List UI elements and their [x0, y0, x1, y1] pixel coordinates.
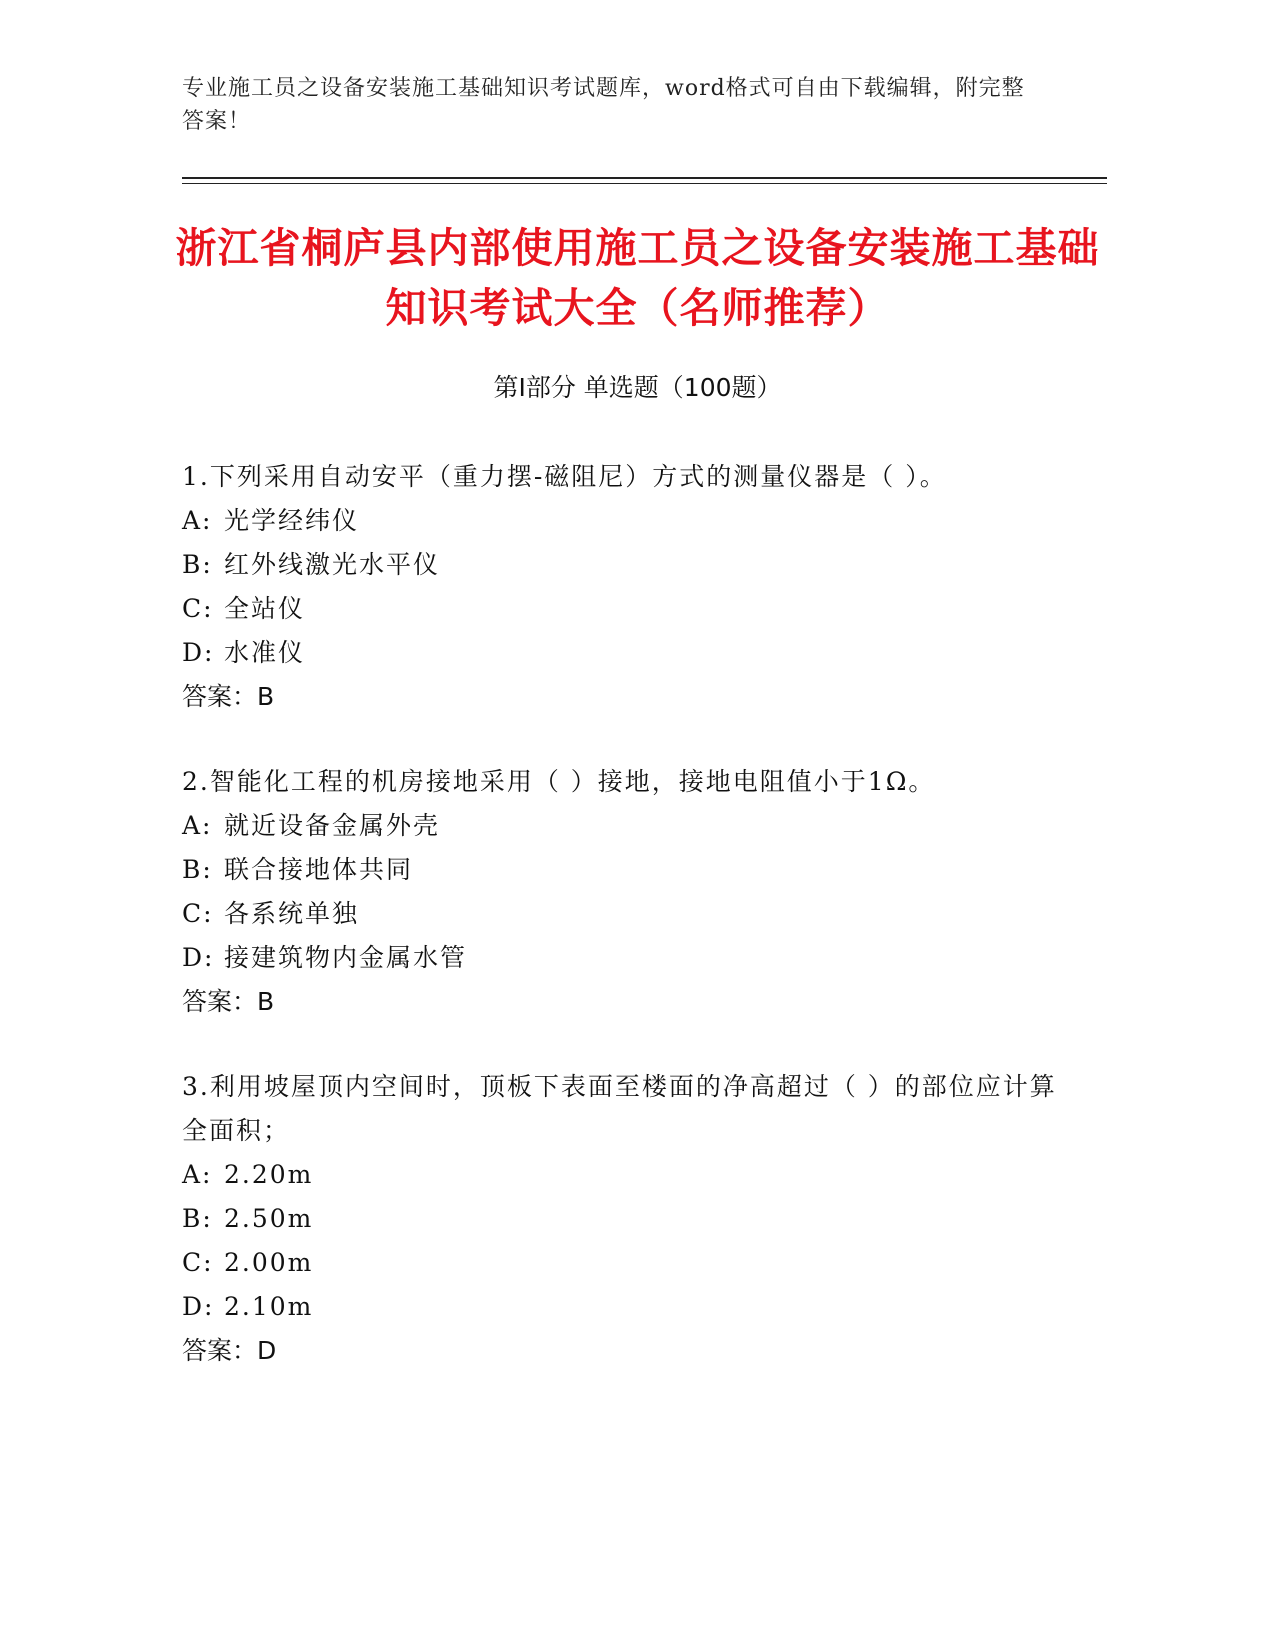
question-1: [182, 455, 1072, 719]
option-text: 红外线激光水平仪: [224, 550, 441, 579]
section-title: 第Ⅰ部分 单选题（100题）: [493, 373, 782, 402]
option-a: [182, 499, 1072, 543]
option-text: 联合接地体共同: [224, 855, 414, 884]
option-letter: A:: [182, 506, 213, 535]
question-3: [182, 1065, 1072, 1373]
option-text: 就近设备金属外壳: [224, 811, 441, 840]
option-c: [182, 892, 1072, 936]
option-c: [182, 587, 1072, 631]
option-text: 各系统单独: [224, 899, 360, 928]
option-letter: B:: [182, 1204, 213, 1233]
answer-line: 答案：D: [182, 1336, 277, 1365]
option-letter: B:: [182, 855, 213, 884]
option-letter: A:: [182, 811, 213, 840]
option-d: [182, 631, 1072, 675]
option-letter: D:: [182, 638, 215, 667]
option-b: [182, 848, 1072, 892]
option-letter: A:: [182, 1160, 213, 1189]
option-text: 2.20m: [224, 1160, 314, 1189]
option-letter: D:: [182, 1292, 215, 1321]
option-letter: D:: [182, 943, 215, 972]
option-text: 2.00m: [224, 1248, 314, 1277]
option-letter: B:: [182, 550, 213, 579]
option-text: 全站仪: [224, 594, 306, 623]
answer-line: 答案：B: [182, 987, 275, 1016]
option-text: 2.10m: [224, 1292, 314, 1321]
document-title: 浙江省桐庐县内部使用施工员之设备安装施工基础知识考试大全（名师推荐）: [175, 224, 1100, 332]
question-2: [182, 760, 1072, 1024]
header-rule-thin: [182, 183, 1107, 184]
answer-line: 答案：B: [182, 682, 275, 711]
option-a: [182, 804, 1072, 848]
option-letter: C:: [182, 1248, 214, 1277]
option-text: 水准仪: [224, 638, 306, 667]
option-d: [182, 936, 1072, 980]
option-a: [182, 1153, 1072, 1197]
header-note: 专业施工员之设备安装施工基础知识考试题库，word格式可自由下载编辑，附完整答案！: [182, 76, 1025, 134]
question-stem: 2.智能化工程的机房接地采用（ ）接地，接地电阻值小于1Ω。: [182, 767, 936, 796]
option-letter: C:: [182, 594, 214, 623]
question-list: [182, 455, 1072, 1414]
option-text: 接建筑物内金属水管: [224, 943, 468, 972]
question-stem: 1.下列采用自动安平（重力摆-磁阻尼）方式的测量仪器是（ ）。: [182, 462, 947, 491]
option-d: [182, 1285, 1072, 1329]
option-letter: C:: [182, 899, 214, 928]
option-c: [182, 1241, 1072, 1285]
option-text: 2.50m: [224, 1204, 314, 1233]
option-b: [182, 543, 1072, 587]
header-rule-thick: [182, 177, 1107, 179]
option-text: 光学经纬仪: [224, 506, 360, 535]
question-stem: 3.利用坡屋顶内空间时，顶板下表面至楼面的净高超过（ ）的部位应计算全面积；: [182, 1072, 1057, 1145]
option-b: [182, 1197, 1072, 1241]
